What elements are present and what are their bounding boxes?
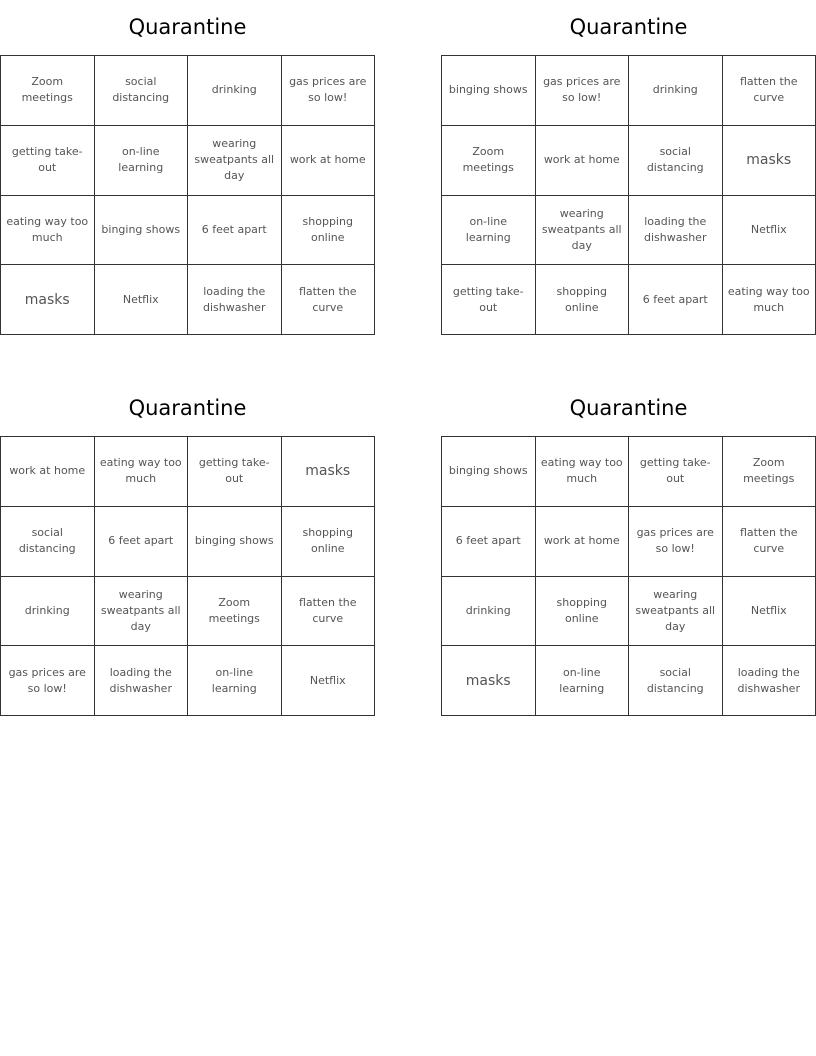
bingo-cell: work at home [536, 507, 630, 577]
bingo-cell: flatten the curve [723, 507, 816, 577]
bingo-cell: binging shows [442, 437, 536, 507]
bingo-grid [441, 55, 816, 335]
bingo-cell: shopping online [536, 265, 630, 335]
bingo-cell: drinking [442, 577, 536, 647]
bingo-card-4 [441, 381, 816, 695]
bingo-cell: work at home [1, 437, 95, 507]
bingo-cell: Zoom meetings [1, 56, 95, 126]
bingo-cell: wearing sweatpants all day [629, 577, 723, 647]
bingo-cell: flatten the curve [282, 577, 376, 647]
bingo-cell: flatten the curve [282, 265, 376, 335]
card-title: Quarantine [569, 15, 688, 39]
bingo-cell: work at home [282, 126, 376, 196]
bingo-cell: drinking [1, 577, 95, 647]
bingo-cell: Netflix [282, 646, 376, 716]
bingo-cell: shopping online [536, 577, 630, 647]
bingo-cell: on-line learning [95, 126, 189, 196]
card-title: Quarantine [128, 15, 247, 39]
bingo-cell: gas prices are so low! [1, 646, 95, 716]
bingo-grid [441, 436, 816, 716]
bingo-cell: binging shows [95, 196, 189, 266]
bingo-cell: social distancing [629, 126, 723, 196]
bingo-cell: on-line learning [188, 646, 282, 716]
bingo-cell: wearing sweatpants all day [95, 577, 189, 647]
bingo-cell: 6 feet apart [95, 507, 189, 577]
bingo-cell: Netflix [723, 577, 816, 647]
bingo-cell: masks [442, 646, 536, 716]
bingo-cell: drinking [629, 56, 723, 126]
bingo-cell: eating way too much [1, 196, 95, 266]
bingo-cell: gas prices are so low! [536, 56, 630, 126]
bingo-cell: shopping online [282, 507, 376, 577]
bingo-cell: eating way too much [95, 437, 189, 507]
bingo-cell: masks [282, 437, 376, 507]
bingo-cell: eating way too much [536, 437, 630, 507]
bingo-cell: loading the dishwasher [723, 646, 816, 716]
bingo-cell: wearing sweatpants all day [188, 126, 282, 196]
bingo-cell: on-line learning [442, 196, 536, 266]
bingo-cell: social distancing [1, 507, 95, 577]
bingo-cell: Zoom meetings [723, 437, 816, 507]
bingo-cell: getting take-out [629, 437, 723, 507]
bingo-cell: shopping online [282, 196, 376, 266]
bingo-cell: loading the dishwasher [95, 646, 189, 716]
bingo-cell: gas prices are so low! [629, 507, 723, 577]
bingo-cell: work at home [536, 126, 630, 196]
bingo-cell: Netflix [95, 265, 189, 335]
bingo-cell: Zoom meetings [188, 577, 282, 647]
bingo-cell: getting take-out [1, 126, 95, 196]
bingo-cell: 6 feet apart [629, 265, 723, 335]
card-title: Quarantine [569, 396, 688, 420]
bingo-grid [0, 436, 375, 716]
bingo-cell: social distancing [629, 646, 723, 716]
bingo-cell: loading the dishwasher [629, 196, 723, 266]
bingo-card-1 [0, 0, 375, 314]
bingo-cell: binging shows [188, 507, 282, 577]
bingo-cell: masks [1, 265, 95, 335]
bingo-cell: 6 feet apart [442, 507, 536, 577]
bingo-cell: 6 feet apart [188, 196, 282, 266]
bingo-cell: loading the dishwasher [188, 265, 282, 335]
bingo-cell: flatten the curve [723, 56, 816, 126]
bingo-cell: binging shows [442, 56, 536, 126]
bingo-cell: getting take-out [442, 265, 536, 335]
bingo-cell: masks [723, 126, 816, 196]
bingo-cell: social distancing [95, 56, 189, 126]
bingo-cell: getting take-out [188, 437, 282, 507]
bingo-card-2 [441, 0, 816, 314]
bingo-cell: on-line learning [536, 646, 630, 716]
bingo-cell: wearing sweatpants all day [536, 196, 630, 266]
bingo-grid [0, 55, 375, 335]
bingo-card-3 [0, 381, 375, 695]
bingo-cell: Netflix [723, 196, 816, 266]
card-title: Quarantine [128, 396, 247, 420]
bingo-cell: Zoom meetings [442, 126, 536, 196]
bingo-cell: gas prices are so low! [282, 56, 376, 126]
bingo-cell: drinking [188, 56, 282, 126]
bingo-cell: eating way too much [723, 265, 816, 335]
